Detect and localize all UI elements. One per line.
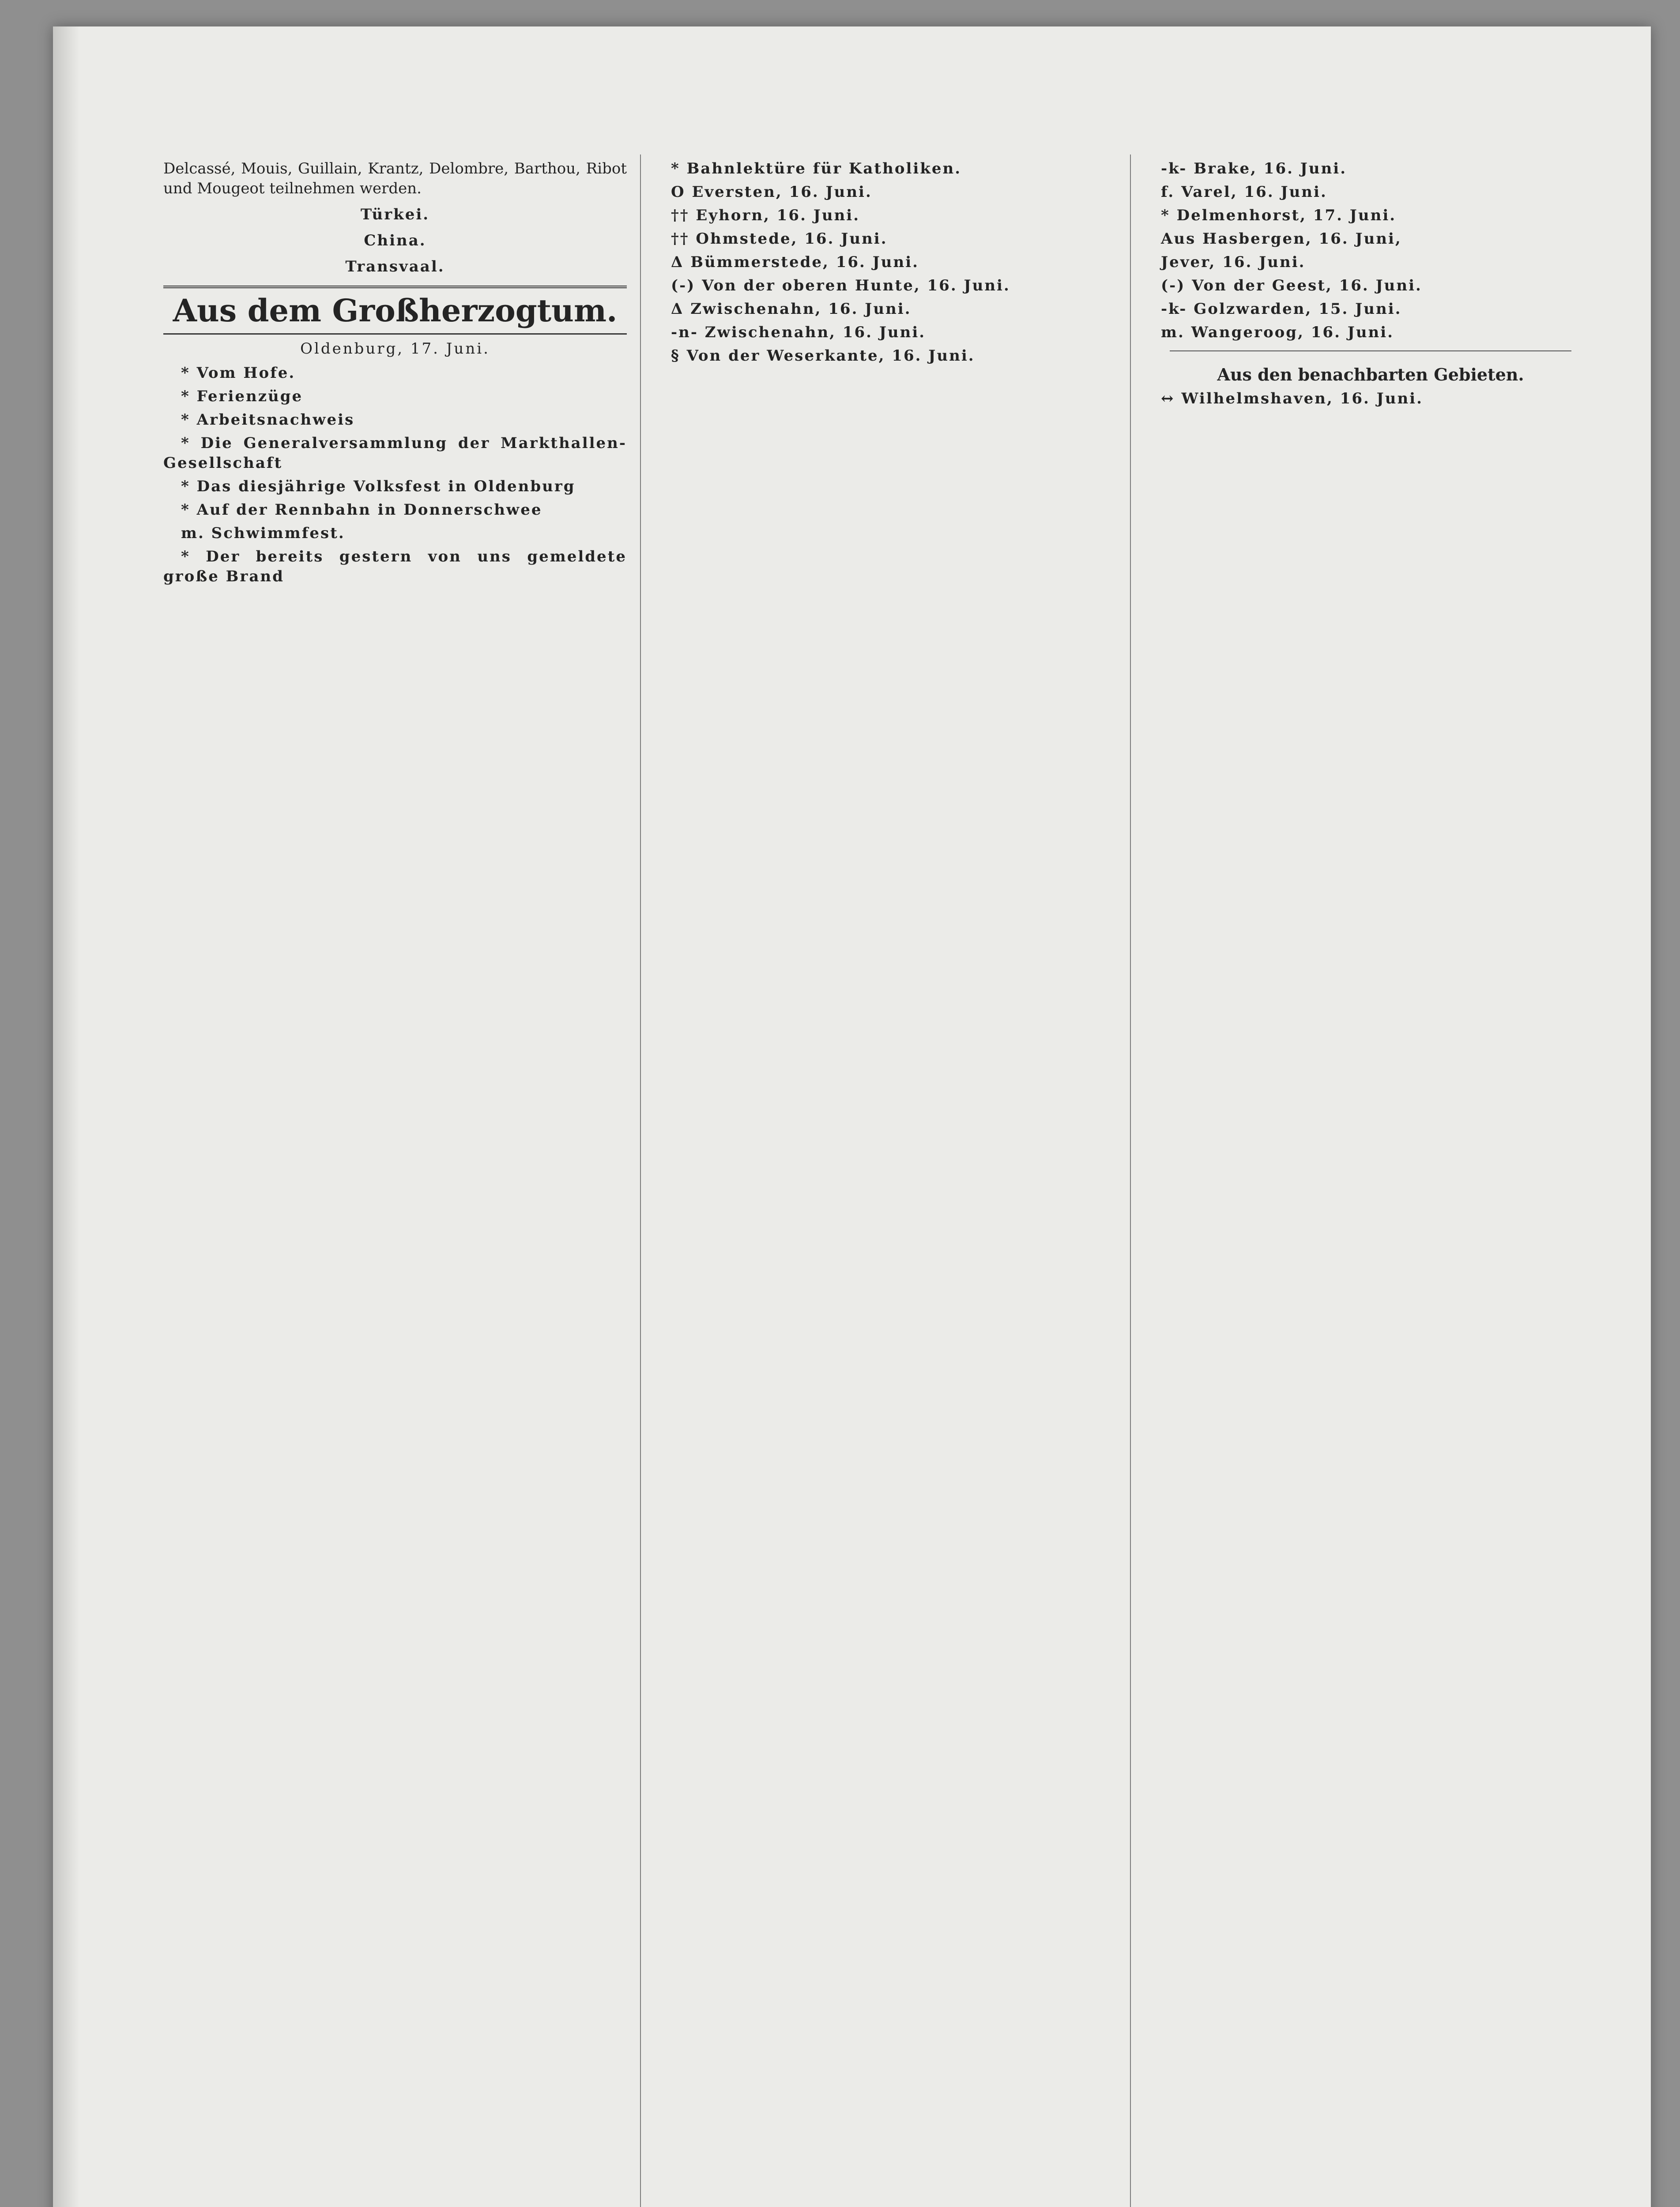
article-heading: § Von der Weserkante, 16. Juni. [671,347,975,365]
article-heading: * Auf der Rennbahn in Donnerschwee [181,501,542,519]
column-rule [1130,154,1131,2207]
article-heading: †† Ohmstede, 16. Juni. [671,230,888,248]
article-heading: * Vom Hofe. [181,364,296,382]
article-heading: * Der bereits gestern von uns gemeldete große Brand [163,548,627,585]
section-heading-tuerkei: Türkei. [360,206,430,223]
article-heading: * Die Generalversammlung der Markthallen-Gesellschaft [163,434,627,472]
article-heading: * Bahnlektüre für Katholiken. [671,160,962,177]
section-heading-transvaal: Transvaal. [345,258,445,275]
article-heading: -n- Zwischenahn, 16. Juni. [671,324,926,341]
column-rule [640,154,641,2207]
column-3 [1143,159,1598,2207]
newspaper-page [53,26,1651,2207]
article-heading: †† Eyhorn, 16. Juni. [671,207,860,224]
section-title-grossherzogtum: Aus dem Großherzogtum. [163,286,627,335]
article-heading: ↔ Wilhelmshaven, 16. Juni. [1161,390,1423,407]
article-heading: m. Wangeroog, 16. Juni. [1161,324,1394,341]
paragraph: Delcassé, Mouis, Guillain, Krantz, Delombre, Barthou, Ribot und Mougeot teilnehmen werden. [163,160,627,197]
article-heading: m. Schwimmfest. [181,524,345,542]
column-1 [163,159,627,2207]
article-heading: (-) Von der Geest, 16. Juni. [1161,277,1422,294]
dateline: Oldenburg, 17. Juni. [300,340,490,358]
article-heading: * Delmenhorst, 17. Juni. [1161,207,1397,224]
article-heading: Jever, 16. Juni. [1161,253,1306,271]
article-heading: * Arbeitsnachweis [181,411,355,429]
divider [1170,350,1571,351]
article-heading: O Eversten, 16. Juni. [671,183,872,201]
article-heading: * Das diesjährige Volksfest in Oldenburg [181,478,576,495]
article-heading: f. Varel, 16. Juni. [1161,183,1327,201]
column-2 [653,159,1117,2207]
article-heading: Aus Hasbergen, 16. Juni, [1161,230,1402,248]
section-heading-china: China. [364,232,426,249]
section-title-nachbar: Aus den benachbarten Gebieten. [1217,365,1524,384]
article-heading: -k- Golzwarden, 15. Juni. [1161,300,1402,318]
article-heading: Δ Bümmerstede, 16. Juni. [671,253,919,271]
article-heading: * Ferienzüge [181,388,303,405]
article-heading: -k- Brake, 16. Juni. [1161,160,1347,177]
page-binding [53,26,79,2207]
article-heading: (-) Von der oberen Hunte, 16. Juni. [671,277,1010,294]
article-heading: Δ Zwischenahn, 16. Juni. [671,300,912,318]
